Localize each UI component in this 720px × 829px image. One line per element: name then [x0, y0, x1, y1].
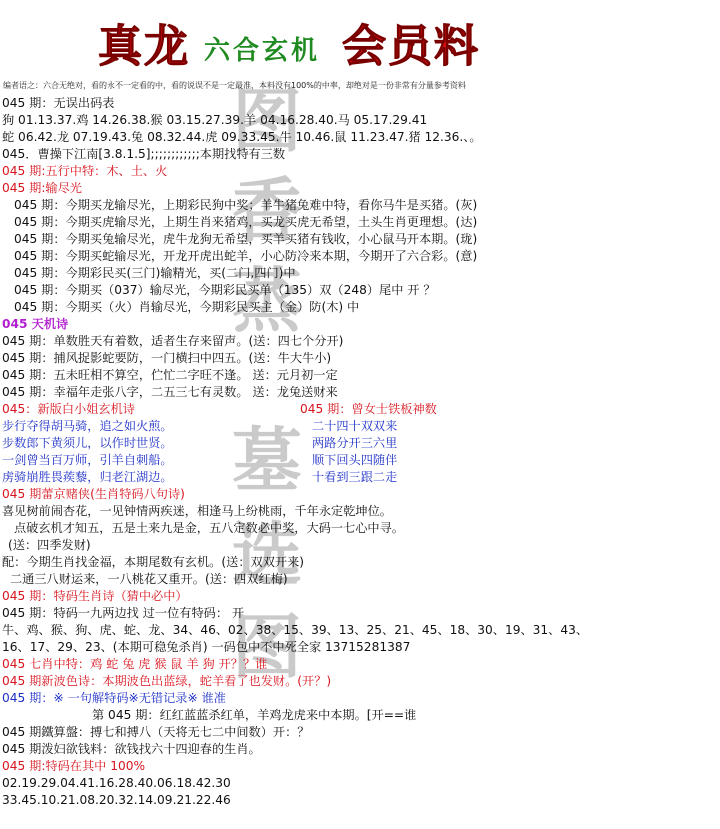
lose-all-line: 045 期：今期买（火）肖输尽光，今期彩民买主（金）防(木) 中 [14, 300, 360, 314]
zeng-nvshi-line: 十看到三跟二走 [312, 470, 398, 484]
one-line-code: 第 045 期：红红蓝蓝杀红单，羊鸡龙虎来中本期。[开==谁 [92, 708, 417, 722]
tianji-poem-line: 045 期：单数胜天有着数，适者生存来留声。(送：四七个分开) [2, 334, 344, 348]
watermark-char: 墓 [232, 419, 302, 502]
title-zhenlong: 真龙 [98, 21, 190, 72]
watermark-char: 香 [232, 169, 302, 252]
gambler-poem-line: 二通三八财运来，一八桃花又重开。(送：四双红梅) [10, 572, 288, 586]
gambler-poem-gift: (送：四季发财) [8, 538, 91, 552]
gambler-poem-line: 点破玄机才知五，五是土来九是金，五八定数必中奖，大码一七心中寻。 [14, 521, 404, 535]
header-banner [0, 0, 720, 76]
special-code-inside-heading: 045 期:特码在其中 100% [2, 759, 146, 773]
watermark-char: 选 [232, 513, 302, 596]
special-code-inside-numbers: 02.19.29.04.41.16.28.40.06.18.42.30 [2, 776, 231, 790]
lose-all-line: 045 期：今期买蛇输尽光，开龙开虎出蛇羊，小心防冷来本期，今期开了六合彩。(意) [14, 249, 478, 263]
lose-all-heading: 045 期:输尽光 [2, 181, 82, 195]
zodiac-number-row: 狗 01.13.37.鸡 14.26.38.猴 03.15.27.39.羊 04.16.28.40.马 05.17.29.41 [2, 113, 428, 127]
five-elements-heading: 045 期:五行中特：木、土、火 [2, 164, 168, 178]
one-line-code-heading: 045 期：※ 一句解特码※无错记录※ 谁准 [2, 691, 226, 705]
tianji-poem-line: 045 期：幸福年走张八字，二五三七有灵数。 送：龙兔送财来 [2, 385, 338, 399]
special-code-line: 045 期：特码一九两边找 过一位有特码： 开 [2, 606, 245, 620]
tianji-poem-line: 045 期：捕风捉影蛇要防，一门横扫中四五。(送：牛大牛小) [2, 351, 332, 365]
zeng-nvshi-line: 二十四十双双来 [312, 419, 398, 433]
tianji-poem-line: 045 期：五未旺相不算空，伫忙二字旺不逢。 送：元月初一定 [2, 368, 338, 382]
shrew-money-line: 045 期泼妇欲钱料：欲钱找六十四迎春的生肖。 [2, 742, 261, 756]
zeng-nvshi-line: 顺下回头四随伴 [312, 453, 398, 467]
watermark-char: 图 [232, 605, 302, 688]
lose-all-line: 045 期：今期彩民买(三门)输精光，买(二门,四门)中 [14, 266, 296, 280]
seven-zodiac-line: 045 七肖中特：鸡 蛇 兔 虎 猴 鼠 羊 狗 开？？谁 [2, 657, 268, 671]
zeng-nvshi-line: 两路分开三六里 [312, 436, 398, 450]
lose-all-line: 045 期：今期买（037）输尽光，今期彩民买单（135）双（248）尾中 开 ？ [14, 283, 436, 297]
bai-xiaojie-heading: 045：新版白小姐玄机诗 [2, 402, 135, 416]
special-zodiac-poem-heading: 045 期：特码生肖诗（猜中必中） [2, 589, 188, 603]
bai-xiaojie-line: 虏骑崩胜畏蒺藜，归老江湖边。 [2, 470, 173, 484]
title-liuhe: 六合玄机 [204, 36, 321, 66]
no-error-table-title: 045 期：无误出码表 [2, 96, 115, 110]
caocao-line: 045．曹操下江南[3.8.1.5];;;;;;;;;;;;本期找特有三数 [2, 147, 286, 161]
wave-color-poem: 045 期新波色诗：本期波色出蓝绿，蛇羊看了也发财。(开？) [2, 674, 332, 688]
tianji-poem-heading: 045 天机诗 [2, 317, 69, 331]
bai-xiaojie-line: 步行夺得胡马骑，追之如火煎。 [2, 419, 173, 433]
lose-all-line: 045 期：今期买龙输尽光，上期彩民狗中奖；羊牛猪兔难中特，看你马牛是买猪。(灰) [14, 198, 478, 212]
zodiac-number-row: 蛇 06.42.龙 07.19.43.兔 08.32.44.虎 09.33.45.牛 10.46.鼠 11.23.47.猪 12.36.、。 [2, 130, 482, 144]
bai-xiaojie-line: 步数郎下黄须儿，以作时世贤。 [2, 436, 173, 450]
lose-all-line: 045 期：今期买虎输尽光，上期生肖来猪鸡，买龙买虎无希望，土头生肖更理想。(达) [14, 215, 478, 229]
special-code-inside-numbers: 33.45.10.21.08.20.32.14.09.21.22.46 [2, 793, 231, 807]
watermark-char: 蒸 [232, 259, 302, 342]
gambler-poem-line: 喜见树前闹杏花，一见钟情两疾迷，相逢马上纷桃雨，千年永定乾坤位。 [2, 504, 392, 518]
lose-all-line: 045 期：今期买兔输尽光，虎牛龙狗无希望，买羊买猪有钱收，小心鼠马开本期。(珑) [14, 232, 478, 246]
gambler-poem-heading: 045 期蕾京赌侠(生肖特码八句诗) [2, 487, 185, 501]
bai-xiaojie-line: 一剑曾当百万师，引羊自刺船。 [2, 453, 173, 467]
iron-abacus-line: 045 期鐵算盤：搏七和搏八（天将无七二中间数）开：？ [2, 725, 310, 739]
gambler-poem-line: 配：今期生肖找金福，本期尾数有玄机。(送：双双开来) [2, 555, 305, 569]
title-huiyuan: 会员料 [342, 21, 480, 72]
special-code-numbers: 牛、鸡、猴、狗、虎、蛇、龙、34、46、02、38、15、39、13、25、21、45、18、30、19、31、43、 [2, 623, 589, 637]
watermark-char: 图 [232, 79, 302, 162]
zeng-nvshi-heading: 045 期：曾女士铁板神数 [300, 402, 437, 416]
special-code-numbers: 16、17、29、23、(本期可稳兔杀肖) 一码包中不中死全家 13715281387 [2, 640, 411, 654]
editor-note: 编者语之：六合无绝对，看的永不一定看的中，看的说误不是一定最准，本料没有100%的中率，却绝对是一份非常有分量参考资料 [3, 81, 466, 90]
